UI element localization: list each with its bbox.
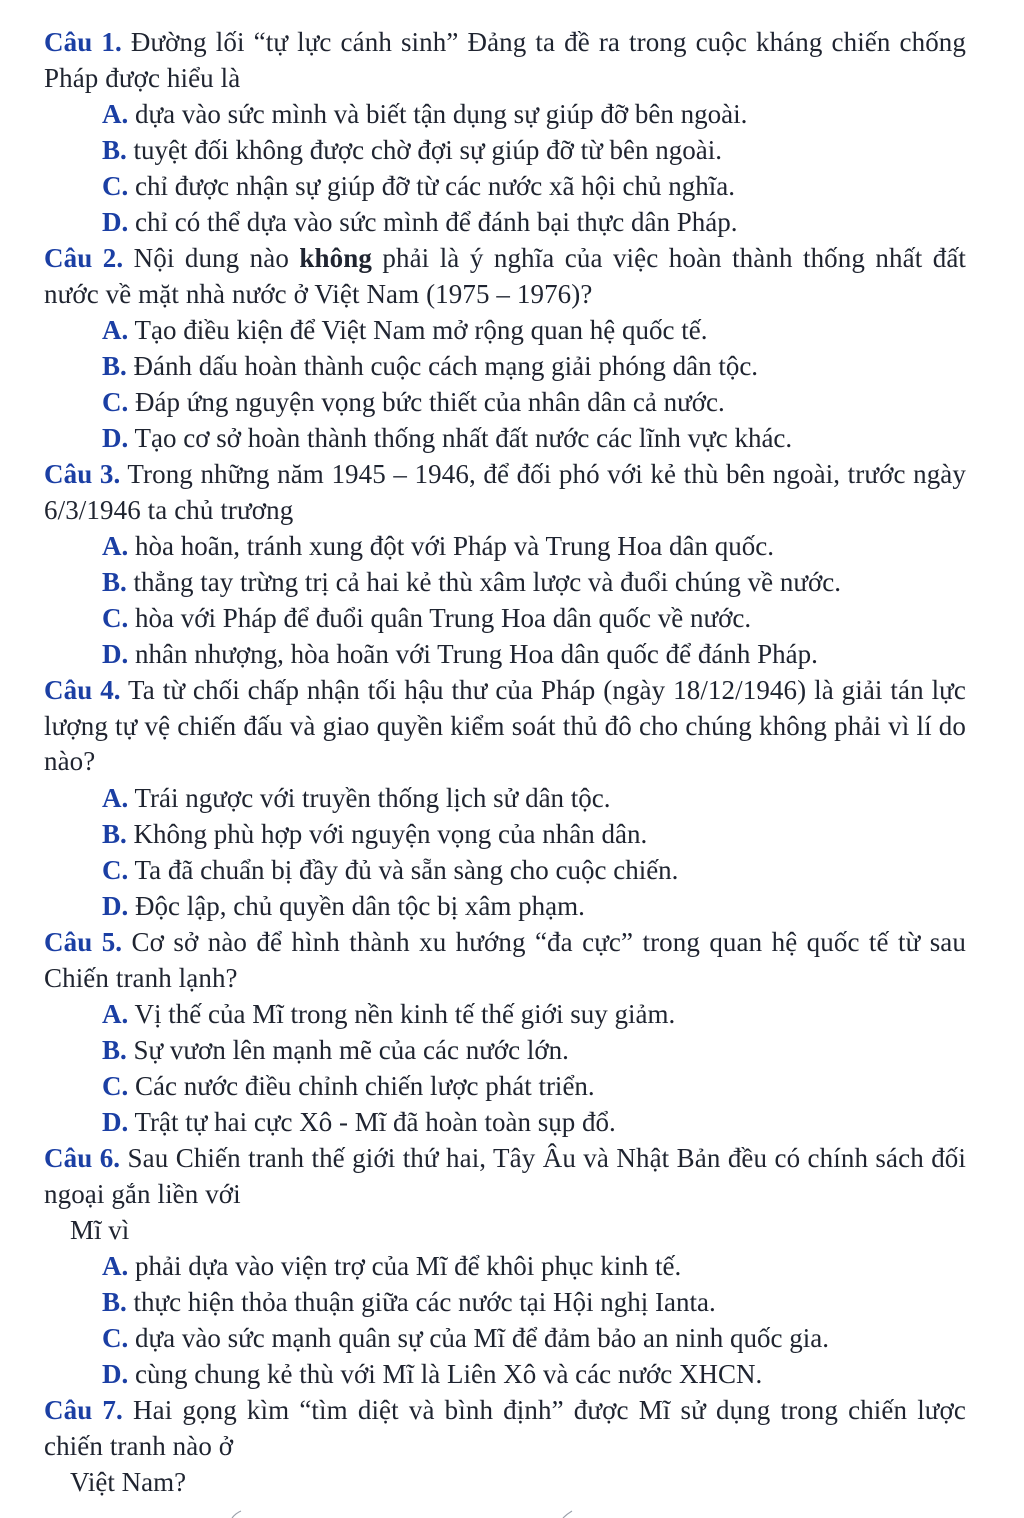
question-6-option-b (102, 1285, 716, 1321)
question-2-text-before: Nội dung nào (123, 243, 300, 273)
option-text: Trái ngược với truyền thống lịch sử dân tộc. (128, 783, 611, 813)
option-text: Tạo cơ sở hoàn thành thống nhất đất nước các lĩnh vực khác. (128, 423, 793, 453)
question-1-option-b (102, 133, 722, 169)
option-letter: C. (102, 855, 129, 885)
question-3-option-a (102, 529, 774, 565)
question-2-emphasis: không (299, 243, 372, 273)
question-1-stem (44, 25, 966, 96)
option-text: cùng chung kẻ thù với Mĩ là Liên Xô và các nước XHCN. (128, 1359, 763, 1389)
question-1-option-c (102, 169, 735, 205)
question-4-option-b (102, 817, 647, 853)
option-text: chỉ được nhận sự giúp đỡ từ các nước xã hội chủ nghĩa. (128, 171, 735, 201)
question-4-text: Ta từ chối chấp nhận tối hậu thư của Pháp (ngày 18/12/1946) là giải tán lực lượng tự vệ chiến đấu và giao quyền kiểm soát thủ đô cho chúng không phải vì lí do nào? (44, 675, 966, 777)
option-letter: C. (102, 1071, 129, 1101)
question-5-option-d (102, 1105, 616, 1141)
option-letter: B. (102, 567, 127, 597)
cut-off-glyph-mark (563, 1511, 572, 1518)
cut-off-glyph-mark (232, 1511, 241, 1518)
question-1-number: Câu 1. (44, 27, 122, 57)
option-letter: A. (102, 999, 129, 1029)
question-2-option-a (102, 313, 708, 349)
question-2-option-d (102, 421, 792, 457)
option-letter: A. (102, 1251, 129, 1281)
question-4-option-a (102, 781, 611, 817)
option-letter: B. (102, 1035, 127, 1065)
option-text: dựa vào sức mạnh quân sự của Mĩ để đảm bảo an ninh quốc gia. (128, 1323, 829, 1353)
option-letter: D. (102, 639, 129, 669)
option-text: Không phù hợp với nguyện vọng của nhân dân. (126, 819, 648, 849)
option-letter: B. (102, 351, 127, 381)
question-7-text: Hai gọng kìm “tìm diệt và bình định” được Mĩ sử dụng trong chiến lược chiến tranh nào ở (44, 1395, 966, 1461)
option-text: dựa vào sức mình và biết tận dụng sự giúp đỡ bên ngoài. (128, 99, 748, 129)
question-6-number: Câu 6. (44, 1143, 121, 1173)
question-2-number: Câu 2. (44, 243, 124, 273)
question-2-stem (44, 241, 966, 312)
question-7-stem (44, 1393, 966, 1464)
question-5-option-b (102, 1033, 569, 1069)
option-text: chỉ có thể dựa vào sức mình để đánh bại thực dân Pháp. (128, 207, 738, 237)
question-5-stem (44, 925, 966, 996)
question-7-number: Câu 7. (44, 1395, 123, 1425)
question-5-number: Câu 5. (44, 927, 123, 957)
option-text: Tạo điều kiện để Việt Nam mở rộng quan hệ quốc tế. (128, 315, 708, 345)
question-1-option-a (102, 97, 747, 133)
option-letter: D. (102, 207, 129, 237)
question-1-option-d (102, 205, 738, 241)
option-letter: B. (102, 135, 127, 165)
option-text: thực hiện thỏa thuận giữa các nước tại Hội nghị Ianta. (126, 1287, 716, 1317)
question-5-text: Cơ sở nào để hình thành xu hướng “đa cực” trong quan hệ quốc tế từ sau Chiến tranh lạnh? (44, 927, 966, 993)
option-letter: D. (102, 1359, 129, 1389)
option-text: Ta đã chuẩn bị đầy đủ và sẵn sàng cho cuộc chiến. (128, 855, 679, 885)
document-page (0, 9, 1024, 1518)
option-text: Độc lập, chủ quyền dân tộc bị xâm phạm. (128, 891, 585, 921)
question-4-option-c (102, 853, 678, 889)
question-3-stem (44, 457, 966, 528)
option-letter: A. (102, 531, 129, 561)
question-6-continuation: Mĩ vì (70, 1215, 130, 1245)
option-letter: D. (102, 423, 129, 453)
question-1-text: Đường lối “tự lực cánh sinh” Đảng ta đề ra trong cuộc kháng chiến chống Pháp được hiểu là (44, 27, 966, 93)
option-letter: B. (102, 819, 127, 849)
question-6-option-d (102, 1357, 762, 1393)
option-text: Sự vươn lên mạnh mẽ của các nước lớn. (126, 1035, 569, 1065)
question-4-stem (44, 673, 966, 780)
option-letter: A. (102, 783, 129, 813)
option-letter: C. (102, 603, 129, 633)
option-text: Trật tự hai cực Xô - Mĩ đã hoàn toàn sụp đổ. (128, 1107, 616, 1137)
option-text: thẳng tay trừng trị cả hai kẻ thù xâm lược và đuổi chúng về nước. (126, 567, 842, 597)
question-6-option-c (102, 1321, 829, 1357)
question-2-option-b (102, 349, 758, 385)
question-4-option-d (102, 889, 585, 925)
option-text: Vị thế của Mĩ trong nền kinh tế thế giới suy giảm. (128, 999, 676, 1029)
question-3-option-d (102, 637, 818, 673)
option-letter: A. (102, 315, 129, 345)
option-text: Đáp ứng nguyện vọng bức thiết của nhân dân cả nước. (128, 387, 725, 417)
question-3-number: Câu 3. (44, 459, 121, 489)
option-letter: C. (102, 1323, 129, 1353)
option-text: phải dựa vào viện trợ của Mĩ để khôi phục kinh tế. (128, 1251, 682, 1281)
question-3-option-c (102, 601, 751, 637)
question-3-option-b (102, 565, 841, 601)
question-2-option-c (102, 385, 725, 421)
question-6-stem (44, 1141, 966, 1212)
question-5-option-a (102, 997, 675, 1033)
question-4-number: Câu 4. (44, 675, 121, 705)
option-text: hòa với Pháp để đuổi quân Trung Hoa dân quốc về nước. (128, 603, 752, 633)
option-letter: C. (102, 171, 129, 201)
option-letter: A. (102, 99, 129, 129)
question-6-text: Sau Chiến tranh thế giới thứ hai, Tây Âu và Nhật Bản đều có chính sách đối ngoại gắn liền với (44, 1143, 966, 1209)
option-text: hòa hoãn, tránh xung đột với Pháp và Trung Hoa dân quốc. (128, 531, 774, 561)
option-text: Các nước điều chỉnh chiến lược phát triển. (128, 1071, 595, 1101)
option-text: nhân nhượng, hòa hoãn với Trung Hoa dân quốc để đánh Pháp. (128, 639, 818, 669)
option-letter: D. (102, 891, 129, 921)
cut-off-text-marks (0, 1510, 1024, 1518)
question-7-continuation: Việt Nam? (70, 1467, 187, 1497)
question-3-text: Trong những năm 1945 – 1946, để đối phó với kẻ thù bên ngoài, trước ngày 6/3/1946 ta chủ trương (44, 459, 966, 525)
question-5-option-c (102, 1069, 595, 1105)
option-letter: D. (102, 1107, 129, 1137)
option-text: Đánh dấu hoàn thành cuộc cách mạng giải phóng dân tộc. (126, 351, 759, 381)
option-text: tuyệt đối không được chờ đợi sự giúp đỡ từ bên ngoài. (126, 135, 722, 165)
question-6-option-a (102, 1249, 681, 1285)
option-letter: C. (102, 387, 129, 417)
question-2-text-after: phải là ý nghĩa của việc hoàn thành thống nhất đất nước về mặt nhà nước ở Việt Nam (1975 – 1976)? (44, 243, 967, 309)
option-letter: B. (102, 1287, 127, 1317)
